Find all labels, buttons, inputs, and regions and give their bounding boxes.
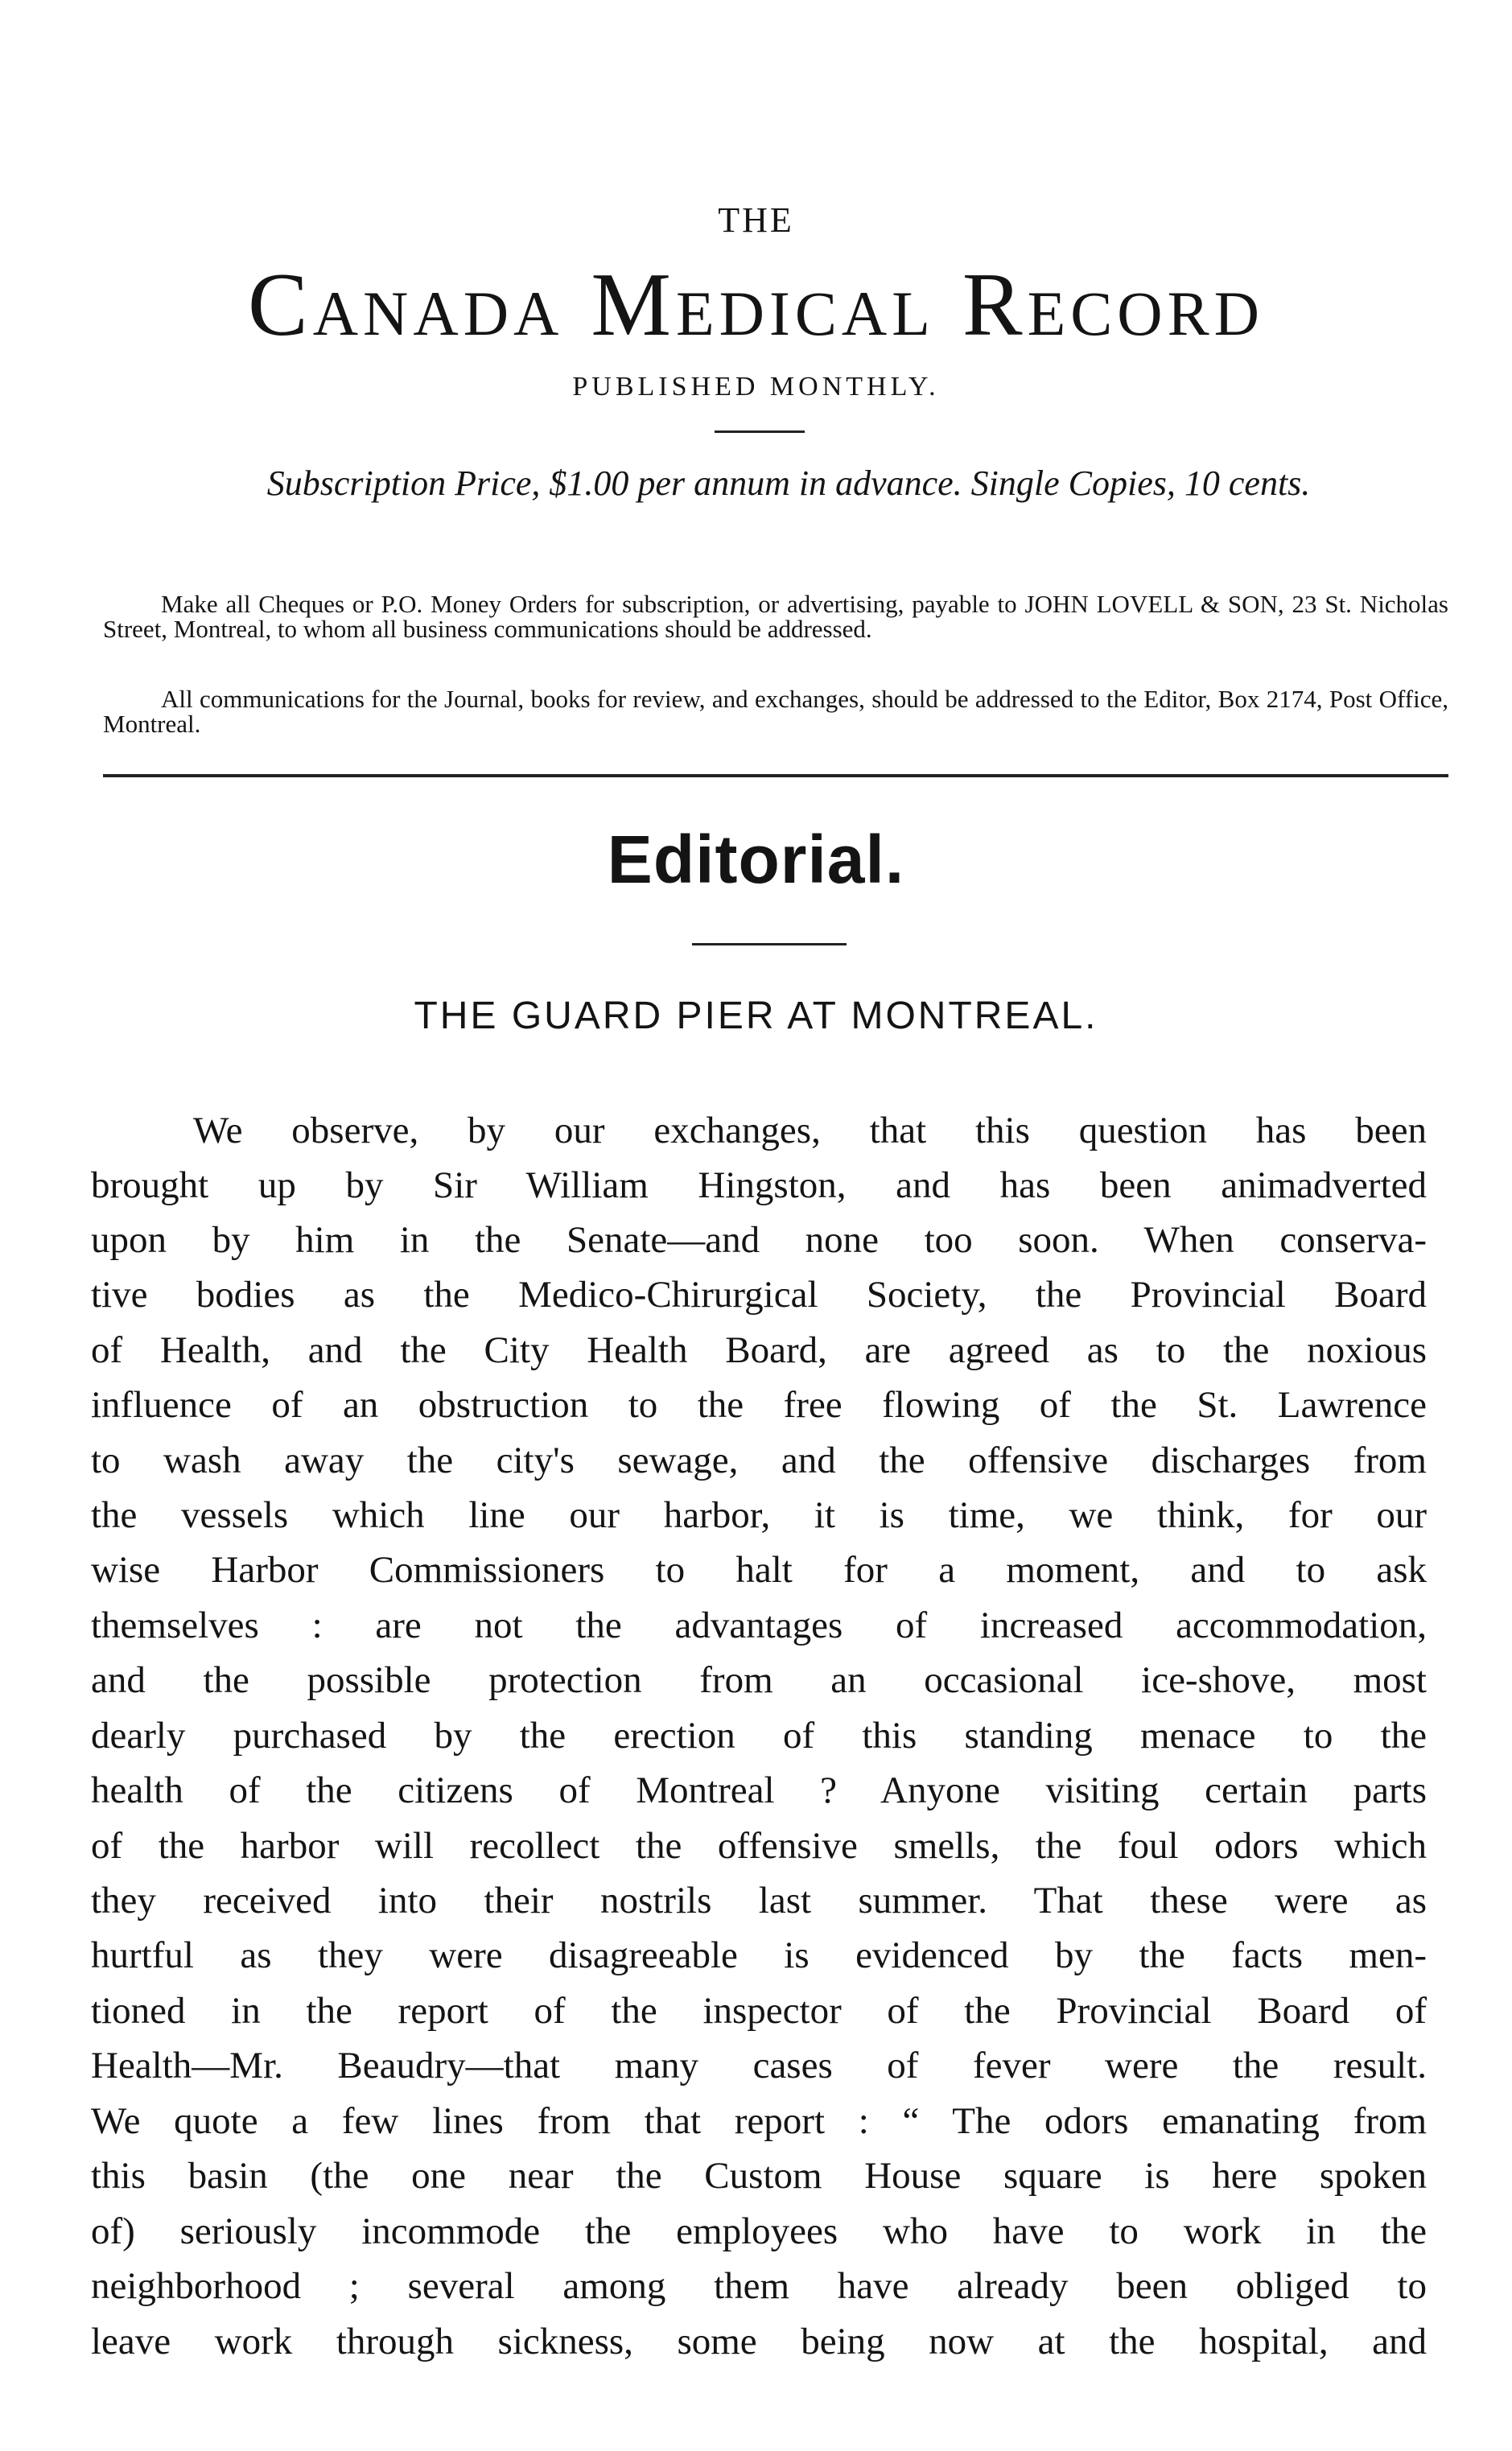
editorial-address-notice: All communications for the Journal, books for review, and exchanges, should be addressed to the Editor, Box 2174, Post Office, Montreal. xyxy=(103,685,1448,738)
body-line: of Health, and the City Health Board, are agreed as to the noxious xyxy=(91,1329,1427,1371)
subscription-price: Subscription Price, $1.00 per annum in advance. Single Copies, 10 cents. xyxy=(266,463,1311,503)
header-divider xyxy=(103,774,1448,777)
body-line: influence of an obstruction to the free flowing of the St. Lawrence xyxy=(91,1384,1427,1426)
body-line: of the harbor will recollect the offensive smells, the foul odors which xyxy=(91,1825,1427,1867)
body-line: We observe, by our exchanges, that this question has been xyxy=(193,1110,1427,1151)
body-line: tive bodies as the Medico-Chirurgical Society, the Provincial Board xyxy=(91,1274,1427,1316)
body-line: We quote a few lines from that report : “ The odors emanating from xyxy=(91,2100,1427,2142)
body-line: and the possible protection from an occasional ice-shove, most xyxy=(91,1659,1427,1701)
payment-notice: Make all Cheques or P.O. Money Orders for subscription, or advertising, payable to JOHN LOVELL & SON, 23 St. Nicholas Street, Montreal, to whom all business communications should be addressed. xyxy=(103,590,1448,643)
short-divider xyxy=(715,430,805,433)
body-line: themselves : are not the advantages of increased accommodation, xyxy=(91,1604,1427,1646)
section-heading: Editorial. xyxy=(607,822,905,897)
body-line: of) seriously incommode the employees who have to work in the xyxy=(91,2210,1427,2252)
body-line: neighborhood ; several among them have already been obliged to xyxy=(91,2265,1427,2307)
body-line: upon by him in the Senate—and none too soon. When conserva- xyxy=(91,1219,1427,1261)
publication-frequency: PUBLISHED MONTHLY. xyxy=(572,372,940,402)
section-divider xyxy=(692,943,847,945)
masthead-the: THE xyxy=(718,200,794,240)
body-line: this basin (the one near the Custom House square is here spoken xyxy=(91,2155,1427,2197)
body-line: health of the citizens of Montreal ? Anyone visiting certain parts xyxy=(91,1769,1427,1811)
body-line: dearly purchased by the erection of this standing menace to the xyxy=(91,1715,1427,1757)
article-title: THE GUARD PIER AT MONTREAL. xyxy=(414,995,1098,1037)
body-line: Health—Mr. Beaudry—that many cases of fever were the result. xyxy=(91,2045,1427,2086)
body-line: brought up by Sir William Hingston, and has been animadverted xyxy=(91,1164,1427,1206)
body-line: hurtful as they were disagreeable is evidenced by the facts men- xyxy=(91,1934,1427,1976)
body-line: the vessels which line our harbor, it is time, we think, for our xyxy=(91,1494,1427,1536)
body-line: leave work through sickness, some being now at the hospital, and xyxy=(91,2321,1427,2362)
journal-title: Canada Medical Record xyxy=(248,255,1264,355)
body-line: wise Harbor Commissioners to halt for a moment, and to ask xyxy=(91,1549,1427,1591)
body-line: they received into their nostrils last summer. That these were as xyxy=(91,1880,1427,1922)
body-line: to wash away the city's sewage, and the offensive discharges from xyxy=(91,1440,1427,1481)
body-line: tioned in the report of the inspector of the Provincial Board of xyxy=(91,1990,1427,2032)
